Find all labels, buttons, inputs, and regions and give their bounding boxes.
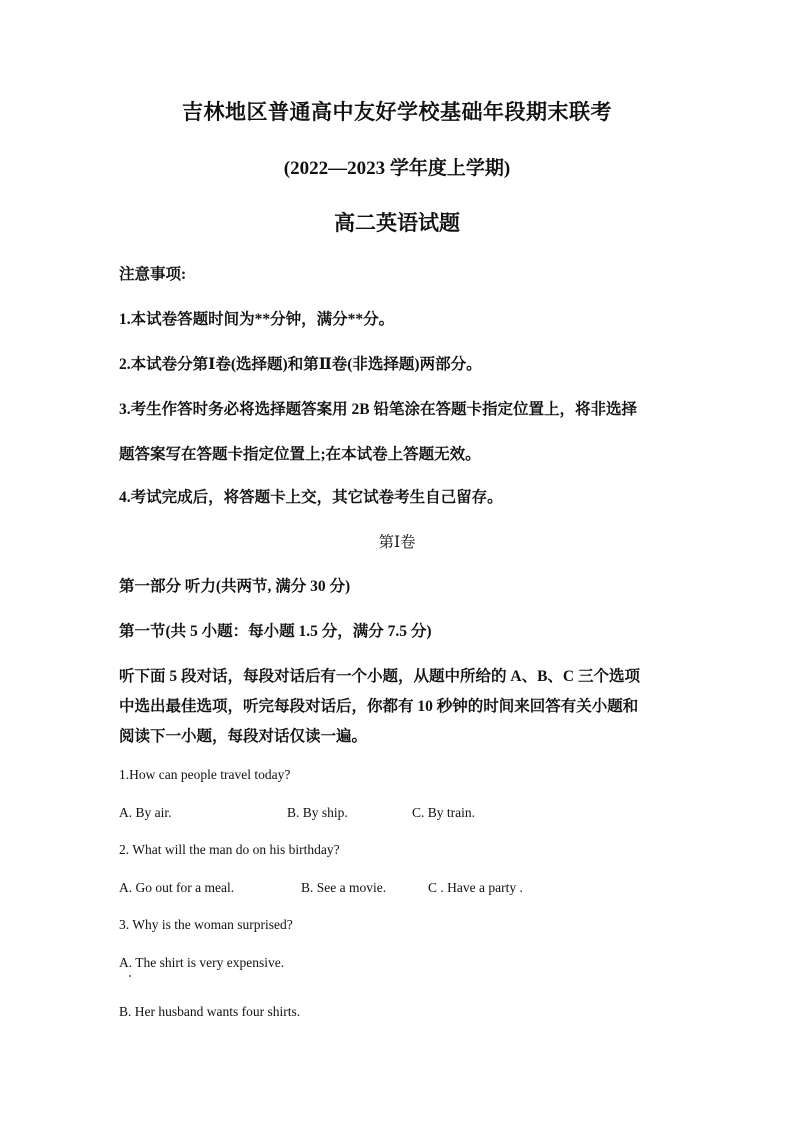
section-heading: 第一节(共 5 小题：每小题 1.5 分，满分 7.5 分) <box>119 623 432 640</box>
volume-heading: 第Ⅰ卷 <box>378 534 416 551</box>
instruction-line: 中选出最佳选项，听完每段对话后，你都有 10 秒钟的时间来回答有关小题和 <box>119 698 639 715</box>
question-option: A. The shirt is very expensive. <box>119 955 285 970</box>
instruction-line: 阅读下一小题，每段对话仅读一遍。 <box>119 728 368 745</box>
notes-heading: 注意事项: <box>119 266 187 283</box>
note-item: 4.考试完成后，将答题卡上交，其它试卷考生自己留存。 <box>119 489 503 506</box>
question-option: B. Her husband wants four shirts. <box>119 1004 301 1019</box>
question-option: C. By train. <box>412 805 475 820</box>
question-option: B. By ship. <box>287 805 348 820</box>
instruction-line: 听下面 5 段对话，每段对话后有一个小题，从题中所给的 A、B、C 三个选项 <box>119 668 640 685</box>
question-stem: 3. Why is the woman surprised? <box>119 917 293 932</box>
note-item: 1.本试卷答题时间为**分钟，满分**分。 <box>119 311 395 328</box>
note-item: 题答案写在答题卡指定位置上;在本试卷上答题无效。 <box>119 446 481 463</box>
exam-title: 吉林地区普通高中友好学校基础年段期末联考 <box>182 100 612 124</box>
question-option: C . Have a party . <box>428 880 523 895</box>
note-item: 3.考生作答时务必将选择题答案用 2B 铅笔涂在答题卡指定位置上，将非选择 <box>119 401 637 418</box>
note-item: 2.本试卷分第Ⅰ卷(选择题)和第Ⅱ卷(非选择题)两部分。 <box>119 356 482 373</box>
question-stem: 1.How can people travel today? <box>119 767 291 782</box>
stray-mark <box>129 975 131 977</box>
question-stem: 2. What will the man do on his birthday? <box>119 842 340 857</box>
exam-term: (2022—2023 学年度上学期) <box>283 158 511 179</box>
question-option: A. By air. <box>119 805 172 820</box>
part-heading: 第一部分 听力(共两节, 满分 30 分) <box>119 578 351 595</box>
exam-subject: 高二英语试题 <box>334 211 460 235</box>
question-option: B. See a movie. <box>301 880 387 895</box>
question-option: A. Go out for a meal. <box>119 880 235 895</box>
